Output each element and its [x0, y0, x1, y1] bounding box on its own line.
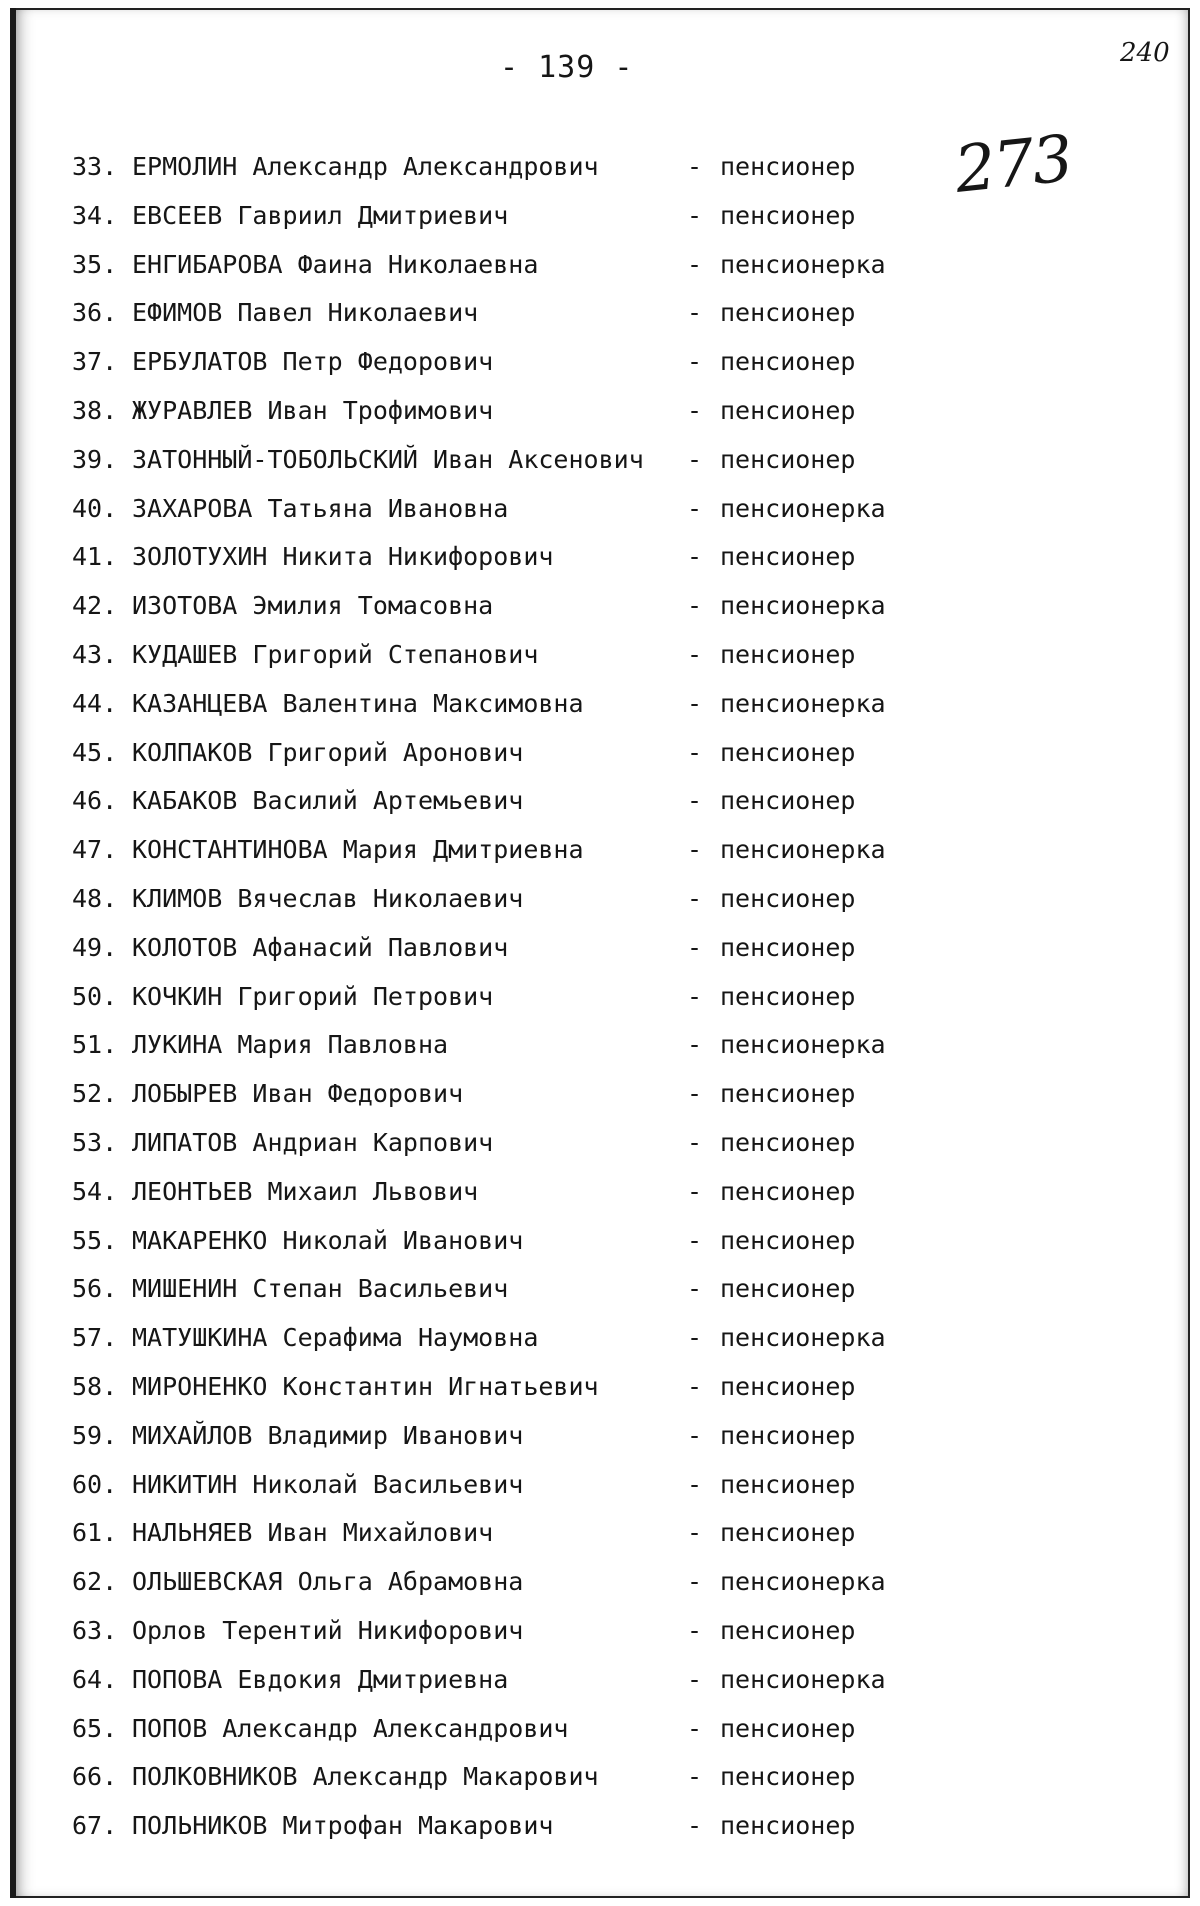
entry-name: Орлов Терентий Никифорович — [132, 1615, 524, 1645]
entry-status: пенсионер — [720, 395, 856, 425]
entry-dash: - — [687, 298, 703, 328]
entry-status: пенсионер — [720, 1079, 856, 1109]
entry-dash: - — [687, 1176, 703, 1206]
list-item — [72, 1607, 1152, 1656]
entry-name: ЗОЛОТУХИН Никита Никифорович — [132, 542, 554, 572]
entry-status: пенсионер — [720, 1420, 856, 1450]
list-item — [72, 143, 1152, 192]
entry-number: 38. — [72, 395, 118, 425]
corner-mark: 240 — [1120, 38, 1170, 68]
entry-dash: - — [687, 1469, 703, 1499]
entry-status: пенсионер — [720, 1469, 856, 1499]
list-item — [72, 1070, 1152, 1119]
entry-name: КОЛПАКОВ Григорий Аронович — [132, 737, 524, 767]
entry-name: КАЗАНЦЕВА Валентина Максимовна — [132, 688, 584, 718]
entry-status: пенсионер — [720, 981, 856, 1011]
list-item — [72, 631, 1152, 680]
entry-name: КЛИМОВ Вячеслав Николаевич — [132, 883, 524, 913]
entry-dash: - — [687, 1420, 703, 1450]
entry-name: ЗАТОННЫЙ-ТОБОЛЬСКИЙ Иван Аксенович — [132, 444, 644, 474]
entry-number: 59. — [72, 1420, 118, 1450]
entry-dash: - — [687, 444, 703, 474]
page-number: - 139 - — [500, 50, 634, 85]
entry-dash: - — [687, 932, 703, 962]
entry-number: 50. — [72, 981, 118, 1011]
list-item — [72, 1168, 1152, 1217]
entry-dash: - — [687, 493, 703, 523]
entry-name: ПОПОВ Александр Александрович — [132, 1713, 569, 1743]
entry-dash: - — [687, 1371, 703, 1401]
entry-name: ЛОБЫРЕВ Иван Федорович — [132, 1079, 464, 1109]
entry-status: пенсионерка — [720, 835, 886, 865]
list-item — [72, 387, 1152, 436]
entry-status: пенсионер — [720, 1371, 856, 1401]
list-item — [72, 1656, 1152, 1705]
entry-number: 44. — [72, 688, 118, 718]
entry-number: 43. — [72, 639, 118, 669]
entry-name: КУДАШЕВ Григорий Степанович — [132, 639, 539, 669]
list-item — [72, 973, 1152, 1022]
list-item — [72, 1753, 1152, 1802]
list-item — [72, 777, 1152, 826]
entry-name: ЕФИМОВ Павел Николаевич — [132, 298, 479, 328]
entry-dash: - — [687, 1811, 703, 1841]
entry-status: пенсионер — [720, 1176, 856, 1206]
entry-number: 39. — [72, 444, 118, 474]
entry-dash: - — [687, 1030, 703, 1060]
entry-status: пенсионер — [720, 639, 856, 669]
entry-status: пенсионер — [720, 786, 856, 816]
entry-dash: - — [687, 1225, 703, 1255]
entry-number: 57. — [72, 1323, 118, 1353]
entry-number: 41. — [72, 542, 118, 572]
entry-status: пенсионерка — [720, 591, 886, 621]
entry-number: 51. — [72, 1030, 118, 1060]
entry-number: 63. — [72, 1615, 118, 1645]
list-item — [72, 1509, 1152, 1558]
entry-dash: - — [687, 1713, 703, 1743]
list-item — [72, 289, 1152, 338]
entry-number: 56. — [72, 1274, 118, 1304]
document-page — [10, 8, 1190, 1898]
entry-status: пенсионер — [720, 298, 856, 328]
entry-dash: - — [687, 786, 703, 816]
entry-number: 53. — [72, 1127, 118, 1157]
entry-dash: - — [687, 883, 703, 913]
list-item — [72, 1363, 1152, 1412]
list-item — [72, 1119, 1152, 1168]
entry-name: ЗАХАРОВА Татьяна Ивановна — [132, 493, 509, 523]
entry-dash: - — [687, 1274, 703, 1304]
entry-number: 47. — [72, 835, 118, 865]
entry-name: ЛИПАТОВ Андриан Карпович — [132, 1127, 494, 1157]
entry-number: 67. — [72, 1811, 118, 1841]
entry-status: пенсионерка — [720, 493, 886, 523]
entry-number: 37. — [72, 347, 118, 377]
entry-dash: - — [687, 1615, 703, 1645]
entry-name: ЛЕОНТЬЕВ Михаил Львович — [132, 1176, 479, 1206]
entry-status: пенсионер — [720, 1225, 856, 1255]
entry-number: 52. — [72, 1079, 118, 1109]
entry-dash: - — [687, 347, 703, 377]
entry-number: 64. — [72, 1664, 118, 1694]
list-item — [72, 1265, 1152, 1314]
entry-dash: - — [687, 639, 703, 669]
list-item — [72, 533, 1152, 582]
entry-dash: - — [687, 1127, 703, 1157]
entry-name: ЕРБУЛАТОВ Петр Федорович — [132, 347, 494, 377]
list-item — [72, 241, 1152, 290]
entry-dash: - — [687, 1323, 703, 1353]
entry-status: пенсионер — [720, 883, 856, 913]
handwritten-archive-number: 273 — [951, 122, 1075, 208]
entry-name: КОНСТАНТИНОВА Мария Дмитриевна — [132, 835, 584, 865]
entry-status: пенсионер — [720, 347, 856, 377]
entry-number: 35. — [72, 249, 118, 279]
page-left-edge — [10, 8, 16, 1898]
entry-name: КАБАКОВ Василий Артемьевич — [132, 786, 524, 816]
list-item — [72, 1217, 1152, 1266]
entry-status: пенсионер — [720, 200, 856, 230]
entry-number: 40. — [72, 493, 118, 523]
list-item — [72, 680, 1152, 729]
list-item — [72, 436, 1152, 485]
list-item — [72, 729, 1152, 778]
entry-dash: - — [687, 152, 703, 181]
entry-dash: - — [687, 395, 703, 425]
entry-status: пенсионер — [720, 1518, 856, 1548]
list-item — [72, 1461, 1152, 1510]
entry-name: МИХАЙЛОВ Владимир Иванович — [132, 1420, 524, 1450]
entry-number: 55. — [72, 1225, 118, 1255]
entry-name: ПОЛЬНИКОВ Митрофан Макарович — [132, 1811, 554, 1841]
entry-name: ОЛЬШЕВСКАЯ Ольга Абрамовна — [132, 1567, 524, 1597]
entry-number: 36. — [72, 298, 118, 328]
entry-status: пенсионер — [720, 1713, 856, 1743]
entry-status: пенсионерка — [720, 249, 886, 279]
entry-number: 49. — [72, 932, 118, 962]
entry-name: ЛУКИНА Мария Павловна — [132, 1030, 449, 1060]
list-item — [72, 1558, 1152, 1607]
entry-number: 54. — [72, 1176, 118, 1206]
list-item — [72, 192, 1152, 241]
list-item — [72, 338, 1152, 387]
entry-name: МАКАРЕНКО Николай Иванович — [132, 1225, 524, 1255]
entry-dash: - — [687, 249, 703, 279]
list-item — [72, 875, 1152, 924]
entry-name: МИШЕНИН Степан Васильевич — [132, 1274, 509, 1304]
entry-dash: - — [687, 1762, 703, 1792]
entry-name: ПОЛКОВНИКОВ Александр Макарович — [132, 1762, 599, 1792]
entry-number: 66. — [72, 1762, 118, 1792]
entry-number: 46. — [72, 786, 118, 816]
entry-name: КОЛОТОВ Афанасий Павлович — [132, 932, 509, 962]
list-item — [72, 1021, 1152, 1070]
entry-name: МАТУШКИНА Серафима Наумовна — [132, 1323, 539, 1353]
entry-name: НИКИТИН Николай Васильевич — [132, 1469, 524, 1499]
entry-number: 45. — [72, 737, 118, 767]
list-item — [72, 1314, 1152, 1363]
entry-status: пенсионерка — [720, 1030, 886, 1060]
entry-dash: - — [687, 737, 703, 767]
entry-number: 60. — [72, 1469, 118, 1499]
entry-dash: - — [687, 1518, 703, 1548]
list-item — [72, 485, 1152, 534]
entry-number: 34. — [72, 200, 118, 230]
list-item — [72, 1802, 1152, 1851]
entry-name: ИЗОТОВА Эмилия Томасовна — [132, 591, 494, 621]
entry-status: пенсионер — [720, 1811, 856, 1841]
entry-status: пенсионерка — [720, 1664, 886, 1694]
list-item — [72, 924, 1152, 973]
entry-status: пенсионерка — [720, 1567, 886, 1597]
entry-status: пенсионер — [720, 1615, 856, 1645]
entry-status: пенсионерка — [720, 1323, 886, 1353]
entry-dash: - — [687, 1567, 703, 1597]
list-item — [72, 1412, 1152, 1461]
entry-name: ПОПОВА Евдокия Дмитриевна — [132, 1664, 509, 1694]
list-item — [72, 582, 1152, 631]
entry-dash: - — [687, 981, 703, 1011]
entry-status: пенсионер — [720, 1762, 856, 1792]
entry-name: ЖУРАВЛЕВ Иван Трофимович — [132, 395, 494, 425]
entry-status: пенсионер — [720, 1274, 856, 1304]
list-item — [72, 826, 1152, 875]
entry-number: 65. — [72, 1713, 118, 1743]
entry-status: пенсионер — [720, 1127, 856, 1157]
entry-dash: - — [687, 688, 703, 718]
entry-number: 42. — [72, 591, 118, 621]
entry-status: пенсионер — [720, 932, 856, 962]
list-item — [72, 1705, 1152, 1754]
entry-dash: - — [687, 835, 703, 865]
entry-dash: - — [687, 200, 703, 230]
entry-name: ЕВСЕЕВ Гавриил Дмитриевич — [132, 200, 509, 230]
entry-dash: - — [687, 591, 703, 621]
entry-status: пенсионер — [720, 737, 856, 767]
entry-dash: - — [687, 1079, 703, 1109]
entry-number: 61. — [72, 1518, 118, 1548]
entry-dash: - — [687, 1664, 703, 1694]
entry-dash: - — [687, 542, 703, 572]
entry-name: НАЛЬНЯЕВ Иван Михайлович — [132, 1518, 494, 1548]
entry-status: пенсионер — [720, 152, 856, 181]
entry-name: ЕНГИБАРОВА Фаина Николаевна — [132, 249, 539, 279]
entry-number: 48. — [72, 883, 118, 913]
entry-name: КОЧКИН Григорий Петрович — [132, 981, 494, 1011]
entry-number: 33. — [72, 152, 118, 181]
entry-name: ЕРМОЛИН Александр Александрович — [132, 152, 599, 181]
entry-status: пенсионерка — [720, 688, 886, 718]
entry-list — [72, 143, 1152, 1851]
entry-number: 58. — [72, 1371, 118, 1401]
entry-status: пенсионер — [720, 444, 856, 474]
entry-name: МИРОНЕНКО Константин Игнатьевич — [132, 1371, 599, 1401]
entry-number: 62. — [72, 1567, 118, 1597]
entry-status: пенсионер — [720, 542, 856, 572]
